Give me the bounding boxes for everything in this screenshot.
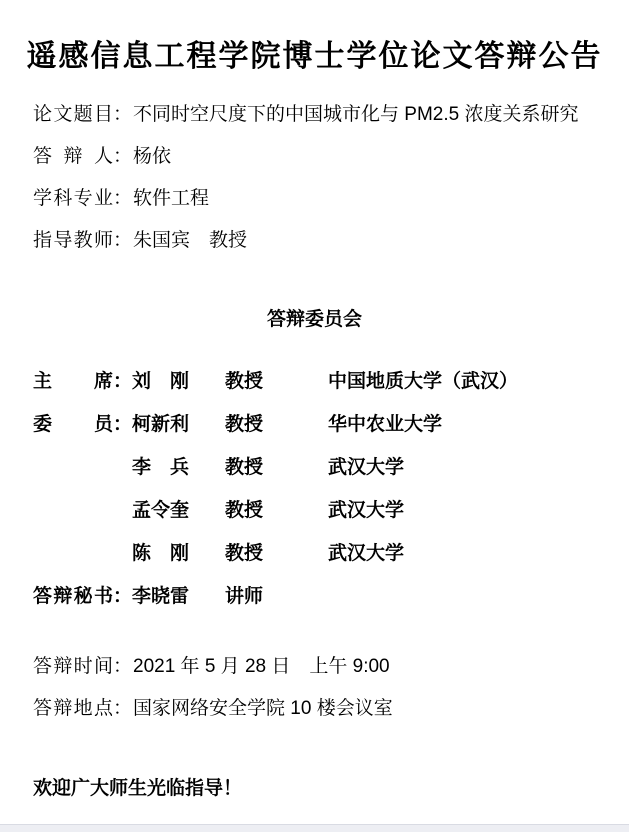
info-row: [33, 136, 596, 178]
committee-member-title: 教授: [225, 500, 264, 521]
committee-member-title: 教授: [225, 457, 264, 478]
committee-row: [33, 532, 596, 575]
committee-member-title: 讲师: [225, 586, 264, 607]
schedule-block: [0, 646, 629, 730]
committee-block: [0, 360, 629, 618]
schedule-row-value: 国家网络安全学院 10 楼会议室: [133, 698, 393, 719]
committee-member-title: 教授: [225, 414, 264, 435]
committee-row: [33, 360, 596, 403]
announcement-title: 遥感信息工程学院博士学位论文答辩公告: [26, 40, 603, 73]
info-row-colon: ：: [113, 146, 133, 167]
info-row-colon: ：: [113, 188, 133, 209]
committee-member-name: 刘刚: [132, 371, 189, 392]
schedule-row-label: 答辩地点: [33, 698, 113, 719]
committee-role: 委员: [33, 414, 113, 435]
committee-role-cell: [33, 403, 132, 446]
committee-member-affiliation: 武汉大学: [328, 457, 405, 478]
page-bottom-edge: [0, 824, 629, 832]
committee-role-cell: [33, 532, 132, 575]
committee-member-affiliation: [328, 575, 596, 618]
info-row-colon: ：: [113, 230, 133, 251]
defense-committee-heading: 答辩委员会: [266, 309, 362, 330]
committee-role: 答辩秘书: [33, 586, 113, 607]
committee-row: [33, 489, 596, 532]
committee-member-name-cell: [132, 575, 225, 618]
committee-member-name: 李兵: [132, 457, 189, 478]
schedule-row-value: 2021 年 5 月 28 日 上午 9:00: [133, 656, 390, 677]
committee-member-title: 教授: [225, 371, 264, 392]
info-row: [33, 220, 596, 262]
info-row-label: 答辩人: [33, 146, 113, 167]
welcome-message: 欢迎广大师生光临指导！: [33, 778, 243, 799]
committee-role-cell: [33, 575, 132, 618]
schedule-row-label: 答辩时间: [33, 656, 113, 677]
committee-member-affiliation: 武汉大学: [328, 500, 405, 521]
info-block: [0, 94, 629, 262]
info-row-value: 软件工程: [133, 188, 210, 209]
schedule-row-colon: ：: [113, 656, 133, 677]
committee-row: [33, 403, 596, 446]
committee-role: 主席: [33, 371, 113, 392]
info-row-colon: ：: [113, 104, 133, 125]
info-row: [33, 178, 596, 220]
info-row-label: 学科专业: [33, 188, 113, 209]
committee-member-affiliation: 武汉大学: [328, 543, 405, 564]
committee-member-name-cell: [132, 489, 225, 532]
committee-member-affiliation: 中国地质大学（武汉）: [328, 371, 519, 392]
committee-member-name: 孟令奎: [132, 500, 190, 521]
committee-member-name-cell: [132, 360, 225, 403]
committee-role-cell: [33, 489, 132, 532]
committee-member-title: 教授: [225, 543, 264, 564]
committee-row: [33, 446, 596, 489]
committee-member-name: 柯新利: [132, 414, 190, 435]
committee-role-colon: ：: [113, 586, 133, 607]
committee-member-name-cell: [132, 532, 225, 575]
info-row-label: 论文题目: [33, 104, 113, 125]
schedule-row: [33, 688, 596, 730]
info-row-value: 朱国宾 教授: [133, 230, 248, 251]
committee-role-colon: ：: [113, 371, 133, 392]
committee-member-name: 李晓雷: [132, 586, 190, 607]
committee-member-name: 陈刚: [132, 543, 189, 564]
info-row: [33, 94, 596, 136]
schedule-row: [33, 646, 596, 688]
committee-member-name-cell: [132, 446, 225, 489]
committee-row: [33, 575, 596, 618]
committee-member-name-cell: [132, 403, 225, 446]
committee-member-affiliation: 华中农业大学: [328, 414, 443, 435]
committee-role-cell: [33, 360, 132, 403]
info-row-value: 不同时空尺度下的中国城市化与 PM2.5 浓度关系研究: [133, 104, 579, 125]
info-row-value: 杨依: [133, 146, 172, 167]
committee-role-colon: ：: [113, 414, 133, 435]
committee-role-cell: [33, 446, 132, 489]
schedule-row-colon: ：: [113, 698, 133, 719]
info-row-label: 指导教师: [33, 230, 113, 251]
